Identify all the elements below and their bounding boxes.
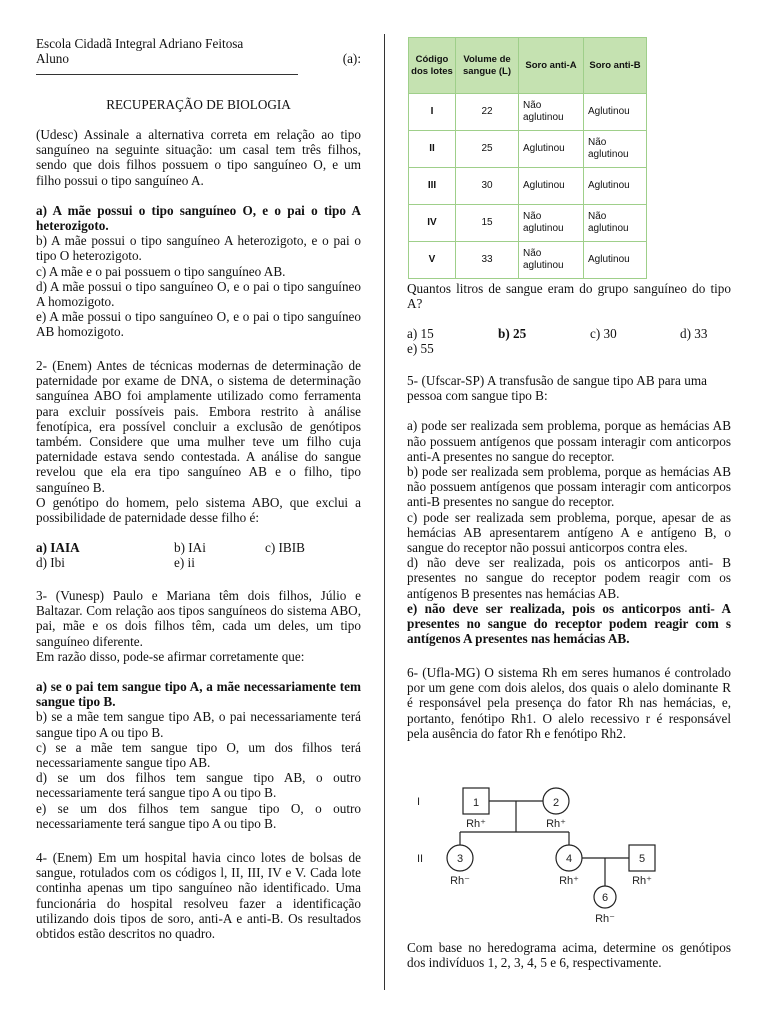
q3-stem: 3- (Vunesp) Paulo e Mariana têm dois filhos, Júlio e Baltazar. Com relação aos tipos sanguíneos do sistema ABO, pai, mãe e os dois filhos têm, cada um deles, um tipo sanguíneo diferente. <box>36 588 361 649</box>
question-6 <box>407 665 731 741</box>
cell-anti-a: Não aglutinou <box>519 205 584 242</box>
cell-anti-a: Aglutinou <box>519 168 584 205</box>
q2-option-e: e) ii <box>174 555 195 571</box>
gen-label-ii: II <box>417 853 424 865</box>
individual-3-rh: Rh⁻ <box>450 875 470 887</box>
cell-anti-b: Não aglutinou <box>584 131 647 168</box>
q5-option-a: a) pode ser realizada sem problema, porque as hemácias AB não possuem antígenos que possam interagir com anticorpos anti-A presentes no sangue do receptor. <box>407 418 731 464</box>
q3-option-d: d) se um dos filhos tem sangue tipo AB, o outro necessariamente terá sangue tipo A ou tipo B. <box>36 770 361 801</box>
cell-code: III <box>409 168 456 205</box>
q1-option-e: e) A mãe possui o tipo sanguíneo O, e o pai o tipo sanguíneo AB homozigoto. <box>36 309 361 340</box>
q1-option-a: a) A mãe possui o tipo sanguíneo O, e o pai o tipo A heterozigoto. <box>36 202 361 234</box>
cell-volume: 22 <box>456 94 519 131</box>
cell-anti-b: Não aglutinou <box>584 205 647 242</box>
header <box>36 36 361 112</box>
individual-5-rh: Rh⁺ <box>632 875 652 887</box>
q2-option-b: b) IAi <box>174 540 206 556</box>
cell-code: I <box>409 94 456 131</box>
blood-table <box>408 37 647 279</box>
individual-2-rh: Rh⁺ <box>546 818 566 830</box>
q5-option-d: d) não deve ser realizada, pois os anticorpos anti- B presentes no sangue do receptor podem reagir com os antígenos B presentes nas hemácias AB. <box>407 555 731 601</box>
individual-2-number: 2 <box>552 797 560 809</box>
question-5 <box>407 373 731 646</box>
question-2 <box>36 358 361 570</box>
q1-option-b: b) A mãe possui o tipo sanguíneo A heterozigoto, e o pai o tipo O heterozigoto. <box>36 233 361 264</box>
individual-1-rh: Rh⁺ <box>466 818 486 830</box>
q2-option-a: a) IAIA <box>36 540 80 556</box>
q4-option-d: d) 33 <box>680 326 708 342</box>
table-header-row <box>409 38 647 94</box>
q4-question: Quantos litros de sangue eram do grupo sanguíneo do tipo A? <box>407 281 731 312</box>
q3-option-a: a) se o pai tem sangue tipo A, a mãe necessariamente tem sangue tipo B. <box>36 679 361 710</box>
cell-anti-a: Não aglutinou <box>519 94 584 131</box>
q2-options <box>36 540 361 570</box>
individual-4-rh: Rh⁺ <box>559 875 579 887</box>
q3-option-c: c) se a mãe tem sangue tipo O, um dos filhos terá necessariamente sangue tipo AB. <box>36 739 361 771</box>
cell-anti-a: Não aglutinou <box>519 242 584 279</box>
cell-anti-b: Aglutinou <box>584 168 647 205</box>
individual-5-number: 5 <box>638 853 646 865</box>
student-name-line[interactable] <box>36 66 298 75</box>
cell-anti-b: Aglutinou <box>584 94 647 131</box>
question-1 <box>36 127 361 340</box>
q1-option-d: d) A mãe possui o tipo sanguíneo O, e o pai o tipo sanguíneo A homozigoto. <box>36 278 361 310</box>
cell-volume: 33 <box>456 242 519 279</box>
cell-code: V <box>409 242 456 279</box>
th-anti-b: Soro anti-B <box>584 38 647 94</box>
page-title: RECUPERAÇÃO DE BIOLOGIA <box>106 97 291 113</box>
cell-code: II <box>409 131 456 168</box>
individual-3-number: 3 <box>456 853 464 865</box>
cell-volume: 25 <box>456 131 519 168</box>
cell-volume: 15 <box>456 205 519 242</box>
q2-question: O genótipo do homem, pelo sistema ABO, que exclui a possibilidade de paternidade desse filho é: <box>36 494 361 526</box>
th-volume: Volume de sangue (L) <box>456 38 519 94</box>
student-suffix: (a): <box>342 51 361 67</box>
question-4 <box>36 850 361 941</box>
q3-question: Em razão disso, pode-se afirmar corretamente que: <box>36 648 305 664</box>
individual-1-number: 1 <box>472 797 480 809</box>
cell-code: IV <box>409 205 456 242</box>
column-divider <box>384 34 385 990</box>
q3-option-b: b) se a mãe tem sangue tipo AB, o pai necessariamente terá sangue tipo A ou tipo B. <box>36 709 361 740</box>
pedigree-chart <box>407 780 731 930</box>
table-row <box>409 242 647 279</box>
individual-4-number: 4 <box>565 853 573 865</box>
table-row <box>409 94 647 131</box>
student-label: Aluno <box>36 51 69 67</box>
q2-stem: 2- (Enem) Antes de técnicas modernas de determinação de paternidade por exame de DNA, o sistema de determinação sanguínea ABO foi amplamente utilizado como ferramenta para excluir possíveis pais. Embora restrito à análise fenotípica, era possível concluir a exclusão de genótipos também. Considere que uma mulher teve um filho cuja paternidade estava sendo contestada. A análise do sangue revelou que ela era tipo sanguíneo AB e o filho, tipo sanguíneo B. <box>36 358 361 495</box>
q3-option-e: e) se um dos filhos tem sangue tipo O, o outro necessariamente terá sangue tipo A ou tipo B. <box>36 800 361 831</box>
q4-stem: 4- (Enem) Em um hospital havia cinco lotes de bolsas de sangue, rotulados com os códigos l, II, III, IV e V. Cada lote continha apenas um tipo sanguíneo não identificado. Uma funcionária do hospital resolveu fazer a identificação utilizando dois tipos de soro, anti-A e anti-B. Os resultados obtidos estão descritos no quadro. <box>36 850 361 942</box>
individual-6-number: 6 <box>601 892 609 904</box>
cell-anti-a: Aglutinou <box>519 131 584 168</box>
q4-options <box>407 326 731 356</box>
cell-anti-b: Aglutinou <box>584 242 647 279</box>
q5-stem: 5- (Ufscar-SP) A transfusão de sangue tipo AB para uma pessoa com sangue tipo B: <box>407 373 707 404</box>
table-row <box>409 131 647 168</box>
q4-question-block <box>407 281 731 356</box>
table-row <box>409 168 647 205</box>
table-row <box>409 205 647 242</box>
school-name: Escola Cidadã Integral Adriano Feitosa <box>36 36 244 51</box>
q1-stem: (Udesc) Assinale a alternativa correta em relação ao tipo sanguíneo na seguinte situação: um casal tem três filhos, sendo que dois filhos possuem o tipo sanguíneo O, e um filho possui o tipo sanguíneo A. <box>36 127 361 188</box>
blood-table-wrap <box>408 37 647 279</box>
th-anti-a: Soro anti-A <box>519 38 584 94</box>
q2-option-d: d) Ibi <box>36 555 65 571</box>
question-3 <box>36 588 361 831</box>
gen-label-i: I <box>417 796 421 808</box>
q6-stem: 6- (Ufla-MG) O sistema Rh em seres humanos é controlado por um gene com dois alelos, dos quais o alelo dominante R é responsável pela presença do fator Rh nas hemácias, e, portanto, fenótipo Rh1. O alelo recessivo r é responsável pela ausência do fator Rh e fenótipo Rh2. <box>407 665 731 741</box>
q4-option-e: e) 55 <box>407 341 434 357</box>
q6-question: Com base no heredograma acima, determine os genótipos dos indivíduos 1, 2, 3, 4, 5 e 6, respectivamente. <box>407 940 731 971</box>
q5-option-b: b) pode ser realizada sem problema, porque as hemácias AB não possuem antígenos que possam interagir com anticorpos anti-B presentes no sangue do receptor. <box>407 464 731 510</box>
cell-volume: 30 <box>456 168 519 205</box>
q5-option-e: e) não deve ser realizada, pois os anticorpos anti- A presentes no sangue do receptor podem reagir com s antígenos A presentes nas hemácias AB. <box>407 600 731 647</box>
individual-6-rh: Rh⁻ <box>595 913 615 925</box>
q4-option-b: b) 25 <box>498 326 527 342</box>
q5-option-c: c) pode ser realizada sem problema, porque, apesar de as hemácias AB apresentarem antígeno A e antígeno B, o sangue do receptor não possui anticorpos contra eles. <box>407 509 731 556</box>
q4-option-c: c) 30 <box>590 326 617 342</box>
th-code: Código dos lotes <box>409 38 456 94</box>
q1-option-c: c) A mãe e o pai possuem o tipo sanguíneo AB. <box>36 263 286 279</box>
q2-option-c: c) IBIB <box>265 540 305 556</box>
q4-option-a: a) 15 <box>407 326 434 342</box>
q6-question-block <box>407 940 731 970</box>
